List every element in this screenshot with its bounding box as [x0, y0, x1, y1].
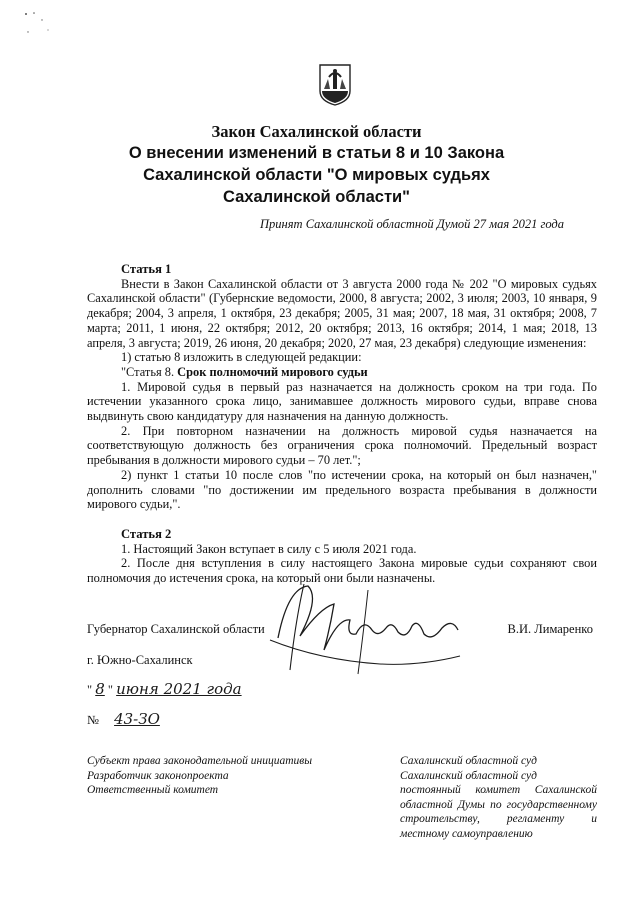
title-line-1: Закон Сахалинской области [211, 122, 422, 141]
article-1-item-1: 1) статью 8 изложить в следующей редакции: [121, 350, 362, 365]
governor-position: Губернатор Сахалинской области [87, 622, 265, 636]
title-line-2: О внесении изменений в статьи 8 и 10 Закона [128, 144, 505, 162]
date-month-year: июня 2021 года [116, 680, 242, 698]
article-2-paragraph-1: 1. Настоящий Закон вступает в силу с 5 июля 2021 года. [121, 541, 417, 556]
number-label: № [87, 713, 99, 727]
number-value: 43-ЗО [114, 710, 160, 728]
article-2-heading: Статья 2 [121, 527, 172, 541]
handwritten-signature [260, 578, 470, 678]
article-1-intro: Внести в Закон Сахалинской области от 3 августа 2000 года № 202 "О мировых судьях Сахалинской области" (Губернские ведомости, 2000, 8 августа; 2002, 3 июля; 2003, 10 января, 9 декабря; 2004, 3 апреля, 1 октября, 23 декабря; 2005, 31 мая; 2007, 18 мая, 31 октября; 2008, 7 марта; 2011, 1 июня, 22 октября; 2012, 20 октября; 2013, 16 октября; 2014, 1 мая; 2018, 13 апреля, 3 августа; 2019, 26 июня, 20 декабря; 2020, 27 мая, 23 декабря) следующие изменения: [87, 276, 597, 350]
document-title [40, 122, 593, 208]
scan-artifact [20, 8, 60, 38]
quote-prefix: "Статья 8. [121, 364, 178, 379]
date-day: 8 [95, 680, 105, 698]
governor-name: В.И. Лимаренко [507, 622, 593, 636]
article-1-heading: Статья 1 [121, 262, 172, 276]
article-8-title: Срок полномочий мирового судьи [177, 364, 368, 379]
coat-of-arms-icon [318, 63, 352, 106]
footer-right-line-1: Сахалинский областной суд [400, 755, 537, 767]
signing-date [87, 680, 242, 698]
law-number [87, 710, 160, 728]
adoption-note: Принят Сахалинской областной Думой 27 мая 2021 года [260, 217, 564, 231]
article-1-item-2: 2) пункт 1 статьи 10 после слов "по истечении срока, на который он был назначен," дополнить словами "по достижении им предельного возраста пребывания в должности мирового судьи,". [87, 467, 597, 512]
footer-left-line-3: Ответственный комитет [87, 784, 219, 797]
article-8-paragraph-1: 1. Мировой судья в первый раз назначается на должность сроком на три года. По истечении указанного срока лицо, занимавшее должность мирового судьи, вправе снова выдвинуть свою кандидатуру для назначения на данную должность. [87, 379, 597, 424]
title-line-4: Сахалинской области" [222, 188, 410, 206]
article-2 [87, 527, 597, 586]
date-close-quote: " [107, 683, 114, 697]
footer-left [87, 754, 347, 798]
article-2-paragraph-2: 2. После дня вступления в силу настоящего Закона мировые судьи сохраняют свои полномочия до истечения срока, на который они были назначены. [87, 556, 597, 586]
date-open-quote: " [87, 683, 93, 697]
footer-right [400, 754, 597, 842]
footer-left-line-1: Субъект права законодательной инициативы [87, 755, 313, 767]
article-8-paragraph-2: 2. При повторном назначении на должность мировой судья назначается на соответствующую должность без ограничения срока полномочий. Предельный возраст пребывания в должности мирового судьи – 70 лет."; [87, 423, 597, 468]
footer-left-line-2: Разработчик законопроекта [87, 769, 229, 782]
city: г. Южно-Сахалинск [87, 653, 193, 667]
footer-right-line-2: Сахалинский областной суд [400, 769, 537, 782]
title-line-3: Сахалинской области "О мировых судьях [143, 166, 490, 184]
article-1 [87, 262, 597, 512]
footer-right-committee: постоянный комитет Сахалинской областной Думы по государственному строительству, регламенту и местному самоуправлению [400, 784, 597, 840]
article-8-heading [87, 365, 597, 380]
